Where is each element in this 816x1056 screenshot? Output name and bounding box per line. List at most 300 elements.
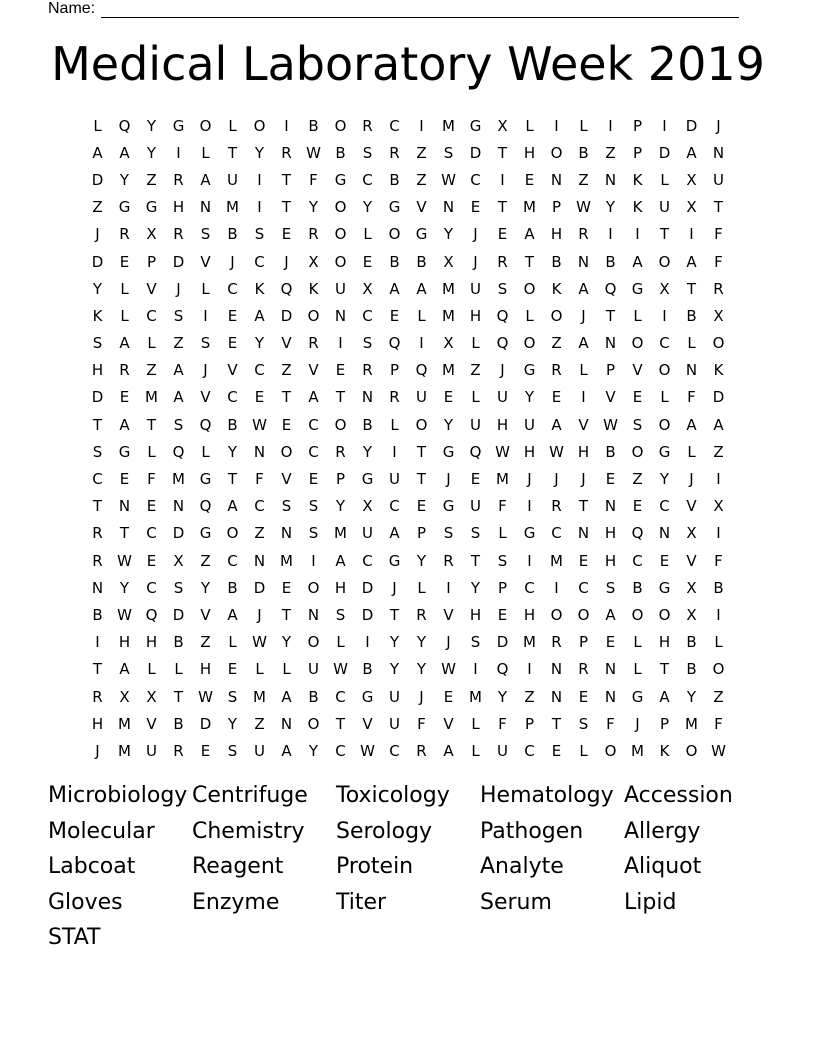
grid-letter: H — [523, 143, 536, 162]
grid-letter: C — [335, 687, 346, 706]
grid-letter: G — [658, 442, 671, 461]
grid-row — [84, 438, 732, 465]
grid-letter: R — [578, 225, 589, 244]
grid-letter: J — [716, 116, 721, 135]
grid-letter: G — [199, 470, 212, 489]
grid-letter: I — [176, 143, 181, 162]
grid-letter: B — [389, 170, 400, 189]
grid-letter: C — [389, 116, 400, 135]
grid-letter: N — [658, 524, 671, 543]
grid-letter: J — [95, 741, 100, 760]
grid-letter: Q — [199, 497, 212, 516]
word-bank-item: Titer — [336, 889, 387, 915]
grid-letter: Q — [280, 279, 293, 298]
grid-letter: L — [471, 388, 480, 407]
grid-letter: S — [173, 415, 184, 434]
grid-letter: C — [308, 442, 319, 461]
grid-letter: T — [281, 605, 292, 624]
grid-letter: Z — [200, 551, 211, 570]
grid-letter: T — [497, 198, 508, 217]
grid-letter: J — [473, 252, 478, 271]
grid-letter: O — [388, 225, 401, 244]
grid-letter: O — [334, 415, 347, 434]
grid-letter: Z — [173, 334, 184, 353]
grid-letter: E — [119, 252, 130, 271]
grid-letter: N — [577, 252, 590, 271]
grid-letter: B — [632, 578, 643, 597]
grid-letter: A — [659, 687, 670, 706]
grid-letter: R — [92, 551, 103, 570]
grid-letter: O — [253, 116, 266, 135]
grid-letter: B — [605, 252, 616, 271]
grid-letter: B — [308, 687, 319, 706]
grid-letter: H — [523, 605, 536, 624]
grid-letter: E — [254, 388, 265, 407]
grid-letter: A — [551, 415, 562, 434]
grid-letter: O — [307, 578, 320, 597]
grid-letter: L — [147, 660, 156, 679]
grid-letter: L — [525, 306, 534, 325]
grid-letter: T — [92, 660, 103, 679]
grid-row — [84, 330, 732, 357]
grid-letter: L — [120, 279, 129, 298]
grid-row — [84, 574, 732, 601]
grid-letter: S — [227, 687, 238, 706]
grid-letter: Y — [443, 415, 454, 434]
grid-letter: H — [334, 578, 347, 597]
grid-letter: B — [335, 143, 346, 162]
grid-letter: S — [254, 225, 265, 244]
grid-letter: P — [632, 143, 643, 162]
grid-letter: T — [713, 198, 724, 217]
grid-letter: A — [308, 388, 319, 407]
grid-letter: D — [91, 388, 104, 407]
grid-letter: R — [389, 388, 400, 407]
grid-letter: X — [146, 687, 157, 706]
grid-letter: O — [334, 116, 347, 135]
grid-letter: J — [581, 306, 586, 325]
grid-letter: I — [527, 660, 532, 679]
word-bank-item: Protein — [336, 854, 414, 880]
grid-letter: V — [632, 361, 643, 380]
grid-letter: M — [226, 198, 239, 217]
grid-letter: E — [632, 388, 643, 407]
grid-letter: Z — [605, 143, 616, 162]
grid-letter: C — [524, 578, 535, 597]
grid-letter: C — [362, 551, 373, 570]
grid-row — [84, 710, 732, 737]
grid-letter: B — [605, 442, 616, 461]
grid-letter: T — [92, 415, 103, 434]
grid-letter: Y — [146, 116, 157, 135]
grid-row — [84, 194, 732, 221]
grid-letter: K — [254, 279, 265, 298]
grid-letter: L — [201, 442, 210, 461]
grid-letter: Z — [146, 170, 157, 189]
grid-letter: G — [469, 116, 482, 135]
grid-letter: L — [147, 334, 156, 353]
grid-letter: E — [335, 361, 346, 380]
grid-letter: C — [524, 741, 535, 760]
grid-letter: O — [658, 361, 671, 380]
word-bank-item: Gloves — [48, 889, 123, 915]
grid-letter: A — [119, 143, 130, 162]
grid-letter: C — [227, 279, 238, 298]
grid-letter: H — [496, 415, 509, 434]
grid-letter: I — [419, 116, 424, 135]
grid-letter: I — [338, 334, 343, 353]
grid-letter: X — [362, 497, 373, 516]
grid-letter: Y — [686, 687, 697, 706]
grid-letter: X — [443, 252, 454, 271]
grid-letter: O — [523, 279, 536, 298]
grid-letter: N — [334, 306, 347, 325]
grid-letter: S — [173, 306, 184, 325]
grid-letter: Y — [389, 660, 400, 679]
grid-letter: K — [632, 170, 643, 189]
grid-letter: V — [200, 252, 211, 271]
grid-letter: N — [604, 334, 617, 353]
grid-row — [84, 112, 732, 139]
grid-letter: S — [92, 442, 103, 461]
grid-letter: R — [551, 497, 562, 516]
grid-letter: V — [686, 497, 697, 516]
grid-letter: E — [551, 388, 562, 407]
grid-letter: W — [549, 442, 564, 461]
grid-row — [84, 737, 732, 764]
grid-letter: A — [389, 524, 400, 543]
grid-letter: L — [660, 170, 669, 189]
word-bank-item: Microbiology — [48, 783, 188, 808]
grid-letter: N — [280, 524, 293, 543]
word-bank-item: Labcoat — [48, 854, 136, 880]
grid-letter: G — [388, 551, 401, 570]
grid-letter: O — [631, 605, 644, 624]
grid-letter: T — [146, 415, 157, 434]
grid-letter: Y — [254, 334, 265, 353]
grid-letter: L — [417, 306, 426, 325]
grid-letter: A — [173, 361, 184, 380]
grid-letter: N — [199, 198, 212, 217]
grid-letter: R — [362, 361, 373, 380]
grid-letter: O — [334, 225, 347, 244]
grid-letter: Q — [199, 415, 212, 434]
grid-letter: I — [554, 578, 559, 597]
grid-letter: R — [551, 633, 562, 652]
grid-letter: P — [389, 361, 400, 380]
grid-letter: C — [227, 551, 238, 570]
grid-letter: W — [441, 170, 456, 189]
grid-letter: W — [252, 415, 267, 434]
grid-letter: H — [172, 198, 185, 217]
grid-letter: Y — [119, 578, 130, 597]
grid-letter: J — [581, 470, 586, 489]
grid-letter: I — [716, 605, 721, 624]
grid-letter: Y — [281, 633, 292, 652]
grid-letter: X — [686, 524, 697, 543]
grid-letter: R — [119, 225, 130, 244]
grid-letter: H — [577, 442, 590, 461]
grid-letter: E — [443, 687, 454, 706]
grid-letter: Z — [551, 334, 562, 353]
grid-letter: T — [281, 388, 292, 407]
grid-letter: D — [172, 252, 185, 271]
grid-letter: N — [253, 551, 266, 570]
grid-letter: C — [92, 470, 103, 489]
grid-letter: U — [389, 470, 400, 489]
grid-letter: A — [713, 415, 724, 434]
grid-letter: H — [658, 633, 671, 652]
grid-letter: H — [550, 225, 563, 244]
grid-letter: R — [416, 741, 427, 760]
grid-letter: A — [578, 334, 589, 353]
grid-letter: L — [714, 633, 723, 652]
grid-letter: Y — [227, 714, 238, 733]
grid-letter: G — [199, 524, 212, 543]
grid-letter: S — [362, 143, 373, 162]
grid-letter: I — [527, 551, 532, 570]
grid-letter: Y — [443, 225, 454, 244]
grid-letter: P — [335, 470, 346, 489]
grid-letter: Y — [335, 497, 346, 516]
grid-row — [84, 221, 732, 248]
grid-letter: T — [497, 143, 508, 162]
grid-letter: S — [605, 578, 616, 597]
grid-letter: E — [578, 687, 589, 706]
grid-letter: F — [255, 470, 264, 489]
grid-letter: G — [415, 225, 428, 244]
grid-row — [84, 656, 732, 683]
grid-letter: L — [498, 524, 507, 543]
grid-letter: P — [524, 714, 535, 733]
grid-letter: D — [172, 524, 185, 543]
grid-letter: J — [176, 279, 181, 298]
grid-letter: L — [228, 633, 237, 652]
grid-letter: N — [550, 660, 563, 679]
grid-letter: Y — [416, 551, 427, 570]
grid-letter: I — [473, 660, 478, 679]
grid-letter: F — [498, 714, 507, 733]
grid-letter: Z — [92, 198, 103, 217]
grid-letter: N — [604, 660, 617, 679]
grid-letter: U — [227, 170, 238, 189]
word-bank-item: Lipid — [624, 889, 677, 915]
grid-letter: H — [118, 633, 131, 652]
grid-letter: E — [227, 334, 238, 353]
grid-letter: S — [173, 578, 184, 597]
grid-letter: E — [362, 252, 373, 271]
grid-letter: S — [281, 497, 292, 516]
grid-letter: J — [554, 470, 559, 489]
grid-letter: I — [554, 116, 559, 135]
grid-letter: X — [443, 334, 454, 353]
grid-letter: G — [361, 470, 374, 489]
grid-letter: X — [686, 578, 697, 597]
grid-letter: V — [416, 198, 427, 217]
grid-letter: M — [172, 470, 185, 489]
grid-row — [84, 465, 732, 492]
grid-letter: I — [662, 306, 667, 325]
grid-letter: W — [117, 605, 132, 624]
grid-letter: R — [119, 361, 130, 380]
grid-row — [84, 166, 732, 193]
grid-letter: A — [200, 170, 211, 189]
grid-letter: L — [687, 442, 696, 461]
grid-letter: T — [281, 170, 292, 189]
grid-letter: W — [306, 143, 321, 162]
grid-letter: Q — [604, 279, 617, 298]
grid-letter: P — [659, 714, 670, 733]
grid-letter: U — [497, 741, 508, 760]
grid-letter: F — [417, 714, 426, 733]
grid-letter: N — [172, 497, 185, 516]
grid-letter: T — [416, 442, 427, 461]
grid-letter: L — [471, 714, 480, 733]
grid-letter: E — [389, 306, 400, 325]
grid-letter: V — [200, 605, 211, 624]
grid-letter: H — [91, 361, 104, 380]
grid-letter: Y — [308, 741, 319, 760]
grid-letter: E — [497, 605, 508, 624]
grid-letter: A — [416, 279, 427, 298]
grid-letter: R — [578, 660, 589, 679]
grid-letter: M — [145, 388, 158, 407]
grid-letter: E — [551, 741, 562, 760]
grid-letter: E — [146, 551, 157, 570]
grid-letter: I — [716, 524, 721, 543]
grid-letter: E — [146, 497, 157, 516]
grid-letter: N — [712, 143, 725, 162]
word-bank-item: Allergy — [624, 818, 701, 844]
grid-letter: L — [174, 660, 183, 679]
grid-letter: T — [416, 470, 427, 489]
grid-letter: S — [200, 334, 211, 353]
grid-letter: I — [608, 116, 613, 135]
grid-letter: N — [550, 170, 563, 189]
grid-letter: I — [203, 306, 208, 325]
grid-letter: O — [280, 442, 293, 461]
grid-letter: T — [578, 497, 589, 516]
grid-letter: A — [578, 279, 589, 298]
grid-letter: I — [257, 198, 262, 217]
grid-letter: X — [308, 252, 319, 271]
grid-row — [84, 139, 732, 166]
word-bank-item: Serology — [336, 818, 433, 844]
grid-letter: F — [714, 551, 723, 570]
grid-letter: O — [712, 334, 725, 353]
grid-letter: B — [389, 252, 400, 271]
grid-letter: V — [281, 470, 292, 489]
grid-letter: A — [173, 388, 184, 407]
grid-letter: B — [686, 633, 697, 652]
word-bank-item: Enzyme — [192, 889, 280, 915]
grid-letter: Q — [496, 306, 509, 325]
grid-letter: V — [200, 388, 211, 407]
grid-letter: M — [442, 361, 455, 380]
grid-letter: C — [551, 524, 562, 543]
grid-letter: S — [443, 143, 454, 162]
grid-letter: Y — [659, 470, 670, 489]
grid-letter: J — [527, 470, 532, 489]
grid-letter: E — [470, 470, 481, 489]
word-bank-item: Chemistry — [192, 818, 305, 844]
grid-letter: F — [498, 497, 507, 516]
grid-letter: P — [146, 252, 157, 271]
grid-letter: N — [118, 497, 131, 516]
grid-letter: A — [227, 497, 238, 516]
grid-letter: B — [416, 252, 427, 271]
grid-letter: Y — [362, 198, 373, 217]
grid-letter: J — [419, 687, 424, 706]
grid-letter: V — [281, 334, 292, 353]
grid-letter: G — [523, 361, 536, 380]
grid-letter: S — [200, 225, 211, 244]
grid-letter: A — [443, 741, 454, 760]
grid-letter: C — [227, 388, 238, 407]
grid-letter: L — [228, 116, 237, 135]
grid-letter: V — [146, 714, 157, 733]
grid-letter: S — [497, 551, 508, 570]
grid-letter: C — [308, 415, 319, 434]
grid-letter: W — [117, 551, 132, 570]
grid-letter: A — [281, 687, 292, 706]
grid-row — [84, 629, 732, 656]
grid-letter: U — [470, 279, 481, 298]
grid-letter: L — [471, 741, 480, 760]
grid-letter: U — [497, 388, 508, 407]
grid-letter: I — [257, 170, 262, 189]
grid-letter: B — [713, 578, 724, 597]
grid-letter: M — [280, 551, 293, 570]
grid-letter: W — [576, 198, 591, 217]
grid-letter: V — [227, 361, 238, 380]
word-bank-item: Hematology — [480, 783, 614, 808]
word-bank-item: Analyte — [480, 854, 564, 880]
grid-letter: I — [662, 116, 667, 135]
grid-letter: M — [631, 741, 644, 760]
grid-letter: A — [92, 143, 103, 162]
grid-letter: G — [631, 279, 644, 298]
grid-letter: U — [362, 524, 373, 543]
grid-letter: U — [254, 741, 265, 760]
grid-letter: N — [685, 361, 698, 380]
grid-letter: O — [523, 334, 536, 353]
grid-letter: D — [199, 714, 212, 733]
word-bank-item: STAT — [48, 925, 101, 951]
grid-letter: N — [280, 714, 293, 733]
grid-letter: V — [686, 551, 697, 570]
grid-letter: T — [524, 252, 535, 271]
grid-letter: W — [495, 442, 510, 461]
grid-letter: X — [686, 605, 697, 624]
grid-letter: E — [281, 578, 292, 597]
grid-letter: J — [500, 361, 505, 380]
grid-letter: M — [442, 116, 455, 135]
grid-letter: F — [147, 470, 156, 489]
grid-letter: L — [633, 633, 642, 652]
grid-letter: E — [524, 170, 535, 189]
grid-letter: X — [173, 551, 184, 570]
grid-letter: I — [419, 334, 424, 353]
grid-letter: C — [632, 551, 643, 570]
grid-letter: C — [335, 741, 346, 760]
grid-row — [84, 384, 732, 411]
grid-letter: B — [173, 633, 184, 652]
grid-letter: R — [416, 605, 427, 624]
word-bank-item: Centrifuge — [192, 783, 308, 808]
grid-letter: H — [469, 306, 482, 325]
grid-letter: T — [335, 388, 346, 407]
